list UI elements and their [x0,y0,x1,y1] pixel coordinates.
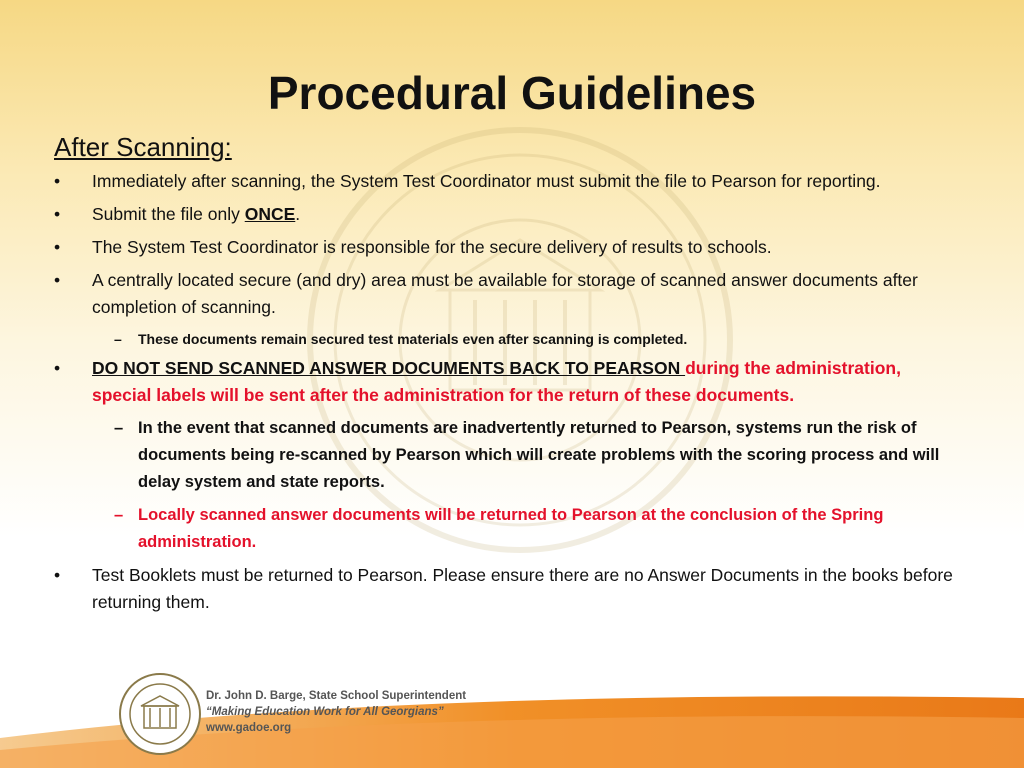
department-seal-logo [118,672,202,756]
bullet-text: Immediately after scanning, the System Test Coordinator must submit the file to Pearson for reporting. [92,171,881,191]
footer-text [206,688,466,736]
bullet-item [54,201,954,228]
bullet-item [54,562,954,616]
bullet-mark: • [54,204,61,224]
sub-bullet-mark: – [114,331,122,347]
section-heading: After Scanning: [54,132,232,162]
slide-content [54,130,954,622]
sub-bullet-text: In the event that scanned documents are inadvertently returned to Pearson, systems run the risk of documents being re-scanned by Pearson which will create problems with the scoring process and will delay system and state reports. [138,419,940,491]
bullet-text: The System Test Coordinator is responsible for the secure delivery of results to schools. [92,237,772,257]
bullet-text: A centrally located secure (and dry) area must be available for storage of scanned answer documents after completion of scanning. [92,270,918,317]
bullet-text: Test Booklets must be returned to Pearson. Please ensure there are no Answer Documents in the books before returning them. [92,565,953,612]
bullet-item [54,355,954,409]
bullet-emphasis: DO NOT SEND SCANNED ANSWER DOCUMENTS BACK TO PEARSON [92,358,686,378]
footer-website-link[interactable]: www.gadoe.org [206,722,292,734]
bullet-item [54,168,954,195]
bullet-text-end: . [295,204,301,224]
bullet-mark: • [54,171,61,191]
bullet-text: Submit the file only [92,204,245,224]
sub-bullet-item [54,502,954,556]
sub-bullet-text: Locally scanned answer documents will be returned to Pearson at the conclusion of the Spring administration. [138,506,884,551]
bullet-item [54,234,954,261]
bullet-red-text: during the administration, special labels will be sent after the administration for the return of these documents. [92,358,901,405]
sub-bullet-item [54,415,954,496]
footer-motto: “Making Education Work for All Georgians” [206,706,444,718]
bullet-mark: • [54,565,61,585]
bullet-mark: • [54,237,61,257]
bullet-emphasis: ONCE [244,204,296,224]
bullet-mark: • [54,270,61,290]
sub-bullet-item [54,327,954,351]
sub-bullet-mark: – [114,419,124,437]
slide-title: Procedural Guidelines [267,67,757,119]
sub-bullet-mark: – [114,506,124,524]
sub-bullet-text: These documents remain secured test materials even after scanning is completed. [138,331,688,347]
footer-superintendent: Dr. John D. Barge, State School Superintendent [206,690,467,702]
bullet-item [54,267,954,321]
bullet-mark: • [54,358,61,378]
